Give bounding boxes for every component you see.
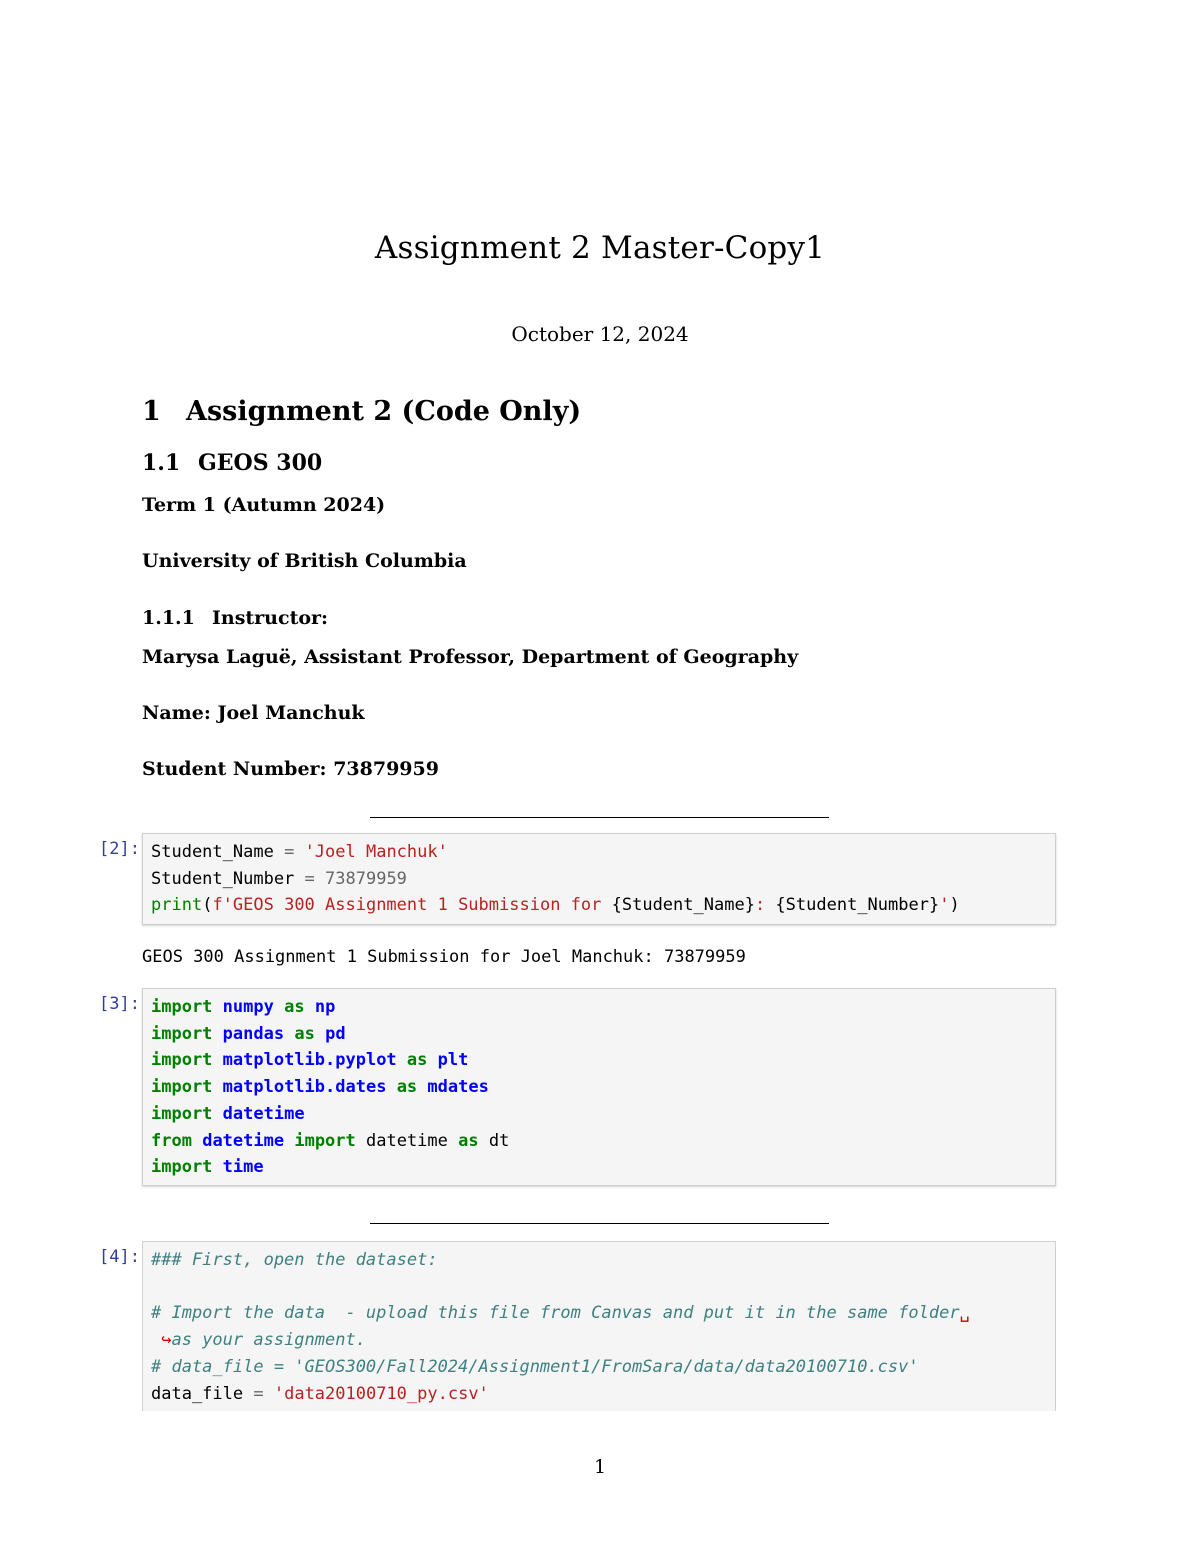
horizontal-rule bbox=[370, 817, 829, 818]
code-token: data_file bbox=[151, 1383, 254, 1404]
code-token: # data_file = 'GEOS300/Fall2024/Assignment1/FromSara/data/data20100710.csv' bbox=[151, 1356, 919, 1377]
cell-prompt: [4]: bbox=[99, 1247, 140, 1267]
code-token: Student_Number bbox=[151, 868, 305, 889]
code-token bbox=[294, 842, 304, 862]
document-date: October 12, 2024 bbox=[511, 322, 689, 346]
code-token: datetime bbox=[355, 1130, 459, 1151]
cell-output: GEOS 300 Assignment 1 Submission for Joel Manchuk: 73879959 bbox=[142, 947, 746, 967]
code-line bbox=[151, 892, 1047, 919]
code-token: import bbox=[294, 1130, 356, 1151]
code-token: datetime bbox=[222, 1103, 305, 1124]
code-token: import bbox=[151, 1077, 213, 1098]
code-token bbox=[427, 1050, 437, 1070]
code-token: pandas bbox=[222, 1023, 285, 1044]
code-line bbox=[151, 1300, 1047, 1327]
code-token: import bbox=[151, 1023, 213, 1044]
instructor-line: Marysa Laguë, Assistant Professor, Department of Geography bbox=[142, 646, 799, 668]
code-token bbox=[212, 1077, 222, 1097]
subsection-heading-1-1 bbox=[142, 450, 322, 476]
code-token: plt bbox=[437, 1050, 469, 1071]
code-token bbox=[284, 1024, 294, 1044]
code-token: 73879959 bbox=[325, 868, 407, 889]
code-token: : bbox=[754, 895, 776, 916]
code-line bbox=[151, 1327, 1047, 1354]
code-token: ### First, open the dataset: bbox=[151, 1250, 438, 1270]
code-token: { bbox=[775, 895, 786, 916]
code-token: as bbox=[396, 1077, 418, 1098]
code-line bbox=[151, 1128, 1047, 1155]
subsubsection-heading-1-1-1 bbox=[142, 607, 328, 629]
code-token: time bbox=[222, 1157, 264, 1178]
code-cell[interactable] bbox=[142, 1241, 1056, 1411]
code-token bbox=[264, 1384, 274, 1404]
code-token: pd bbox=[325, 1023, 346, 1044]
code-line bbox=[151, 1101, 1047, 1128]
page-number: 1 bbox=[593, 1456, 607, 1478]
code-block bbox=[151, 1247, 1047, 1407]
section-number: 1 bbox=[142, 396, 161, 427]
code-token bbox=[192, 1131, 202, 1151]
code-token: import bbox=[151, 1157, 213, 1178]
code-token: print bbox=[151, 895, 203, 916]
code-token: as bbox=[458, 1130, 479, 1151]
code-token: { bbox=[611, 895, 622, 916]
code-token: 'data20100710_py.csv' bbox=[273, 1383, 489, 1404]
code-token bbox=[305, 997, 315, 1017]
code-token: np bbox=[314, 997, 336, 1017]
code-token: = bbox=[253, 1383, 264, 1404]
code-token bbox=[212, 1050, 222, 1070]
code-token: as bbox=[294, 1023, 315, 1044]
code-block bbox=[151, 839, 1047, 919]
cell-prompt: [2]: bbox=[99, 839, 140, 859]
code-line bbox=[151, 1021, 1047, 1048]
code-token: matplotlib.pyplot bbox=[222, 1050, 397, 1071]
code-cell[interactable] bbox=[142, 833, 1056, 925]
code-token bbox=[417, 1077, 427, 1097]
code-token: Student_Name bbox=[151, 842, 285, 862]
code-line bbox=[151, 839, 1047, 866]
code-line bbox=[151, 866, 1047, 893]
code-token: from bbox=[151, 1130, 192, 1151]
code-line bbox=[151, 1274, 1047, 1301]
section-heading-1 bbox=[142, 396, 581, 427]
code-token: } bbox=[928, 895, 940, 916]
code-token: mdates bbox=[427, 1077, 489, 1098]
code-token: ↪ bbox=[151, 1330, 172, 1351]
code-token: ' bbox=[939, 895, 950, 916]
code-token: dt bbox=[478, 1130, 510, 1151]
code-line bbox=[151, 1047, 1047, 1074]
code-token: matplotlib.dates bbox=[222, 1077, 387, 1098]
code-line bbox=[151, 1247, 1047, 1274]
code-token: Student_Number bbox=[785, 895, 929, 916]
code-token bbox=[284, 1131, 294, 1151]
code-token bbox=[212, 1157, 222, 1177]
code-token bbox=[315, 869, 325, 889]
code-token bbox=[397, 1050, 407, 1070]
code-line bbox=[151, 994, 1047, 1021]
code-token: Student_Name bbox=[621, 895, 745, 916]
horizontal-rule bbox=[370, 1223, 829, 1224]
code-cell[interactable] bbox=[142, 988, 1056, 1186]
university-line: University of British Columbia bbox=[142, 550, 467, 572]
code-token bbox=[386, 1077, 396, 1097]
code-token: } bbox=[744, 895, 755, 916]
code-token: ) bbox=[949, 895, 960, 916]
subsection-title: GEOS 300 bbox=[198, 450, 323, 476]
code-block bbox=[151, 994, 1047, 1181]
code-line bbox=[151, 1074, 1047, 1101]
cell-prompt: [3]: bbox=[99, 994, 140, 1014]
code-token: f'GEOS 300 Assignment 1 Submission for bbox=[212, 895, 612, 916]
code-line bbox=[151, 1354, 1047, 1381]
code-token: ( bbox=[202, 895, 213, 916]
code-token: datetime bbox=[202, 1130, 285, 1151]
code-token bbox=[212, 1024, 222, 1044]
code-token: as your assignment. bbox=[171, 1330, 366, 1351]
code-token: # Import the data - upload this file from Canvas and put it in the same folder bbox=[151, 1303, 960, 1324]
code-line bbox=[151, 1154, 1047, 1181]
code-token: ␣ bbox=[959, 1303, 970, 1324]
code-line bbox=[151, 1381, 1047, 1408]
code-token: import bbox=[151, 1103, 213, 1124]
student-number-line: Student Number: 73879959 bbox=[142, 758, 439, 780]
subsubsection-title: Instructor: bbox=[212, 607, 329, 629]
code-token bbox=[212, 1104, 222, 1124]
code-token: import bbox=[151, 1050, 213, 1071]
code-token: = bbox=[304, 868, 315, 889]
subsubsection-number: 1.1.1 bbox=[142, 607, 195, 629]
code-token: as bbox=[284, 997, 305, 1017]
code-token: = bbox=[284, 842, 295, 862]
code-token bbox=[212, 997, 222, 1017]
term-line: Term 1 (Autumn 2024) bbox=[142, 494, 386, 516]
code-token bbox=[274, 997, 284, 1017]
student-name-line: Name: Joel Manchuk bbox=[142, 702, 365, 724]
subsection-number: 1.1 bbox=[142, 450, 181, 476]
section-title: Assignment 2 (Code Only) bbox=[186, 396, 582, 427]
code-token: numpy bbox=[222, 997, 274, 1017]
code-token bbox=[315, 1024, 325, 1044]
code-token: 'Joel Manchuk' bbox=[304, 842, 448, 862]
code-token: as bbox=[406, 1050, 428, 1071]
document-title: Assignment 2 Master-Copy1 bbox=[374, 230, 826, 266]
code-token: import bbox=[151, 997, 213, 1017]
